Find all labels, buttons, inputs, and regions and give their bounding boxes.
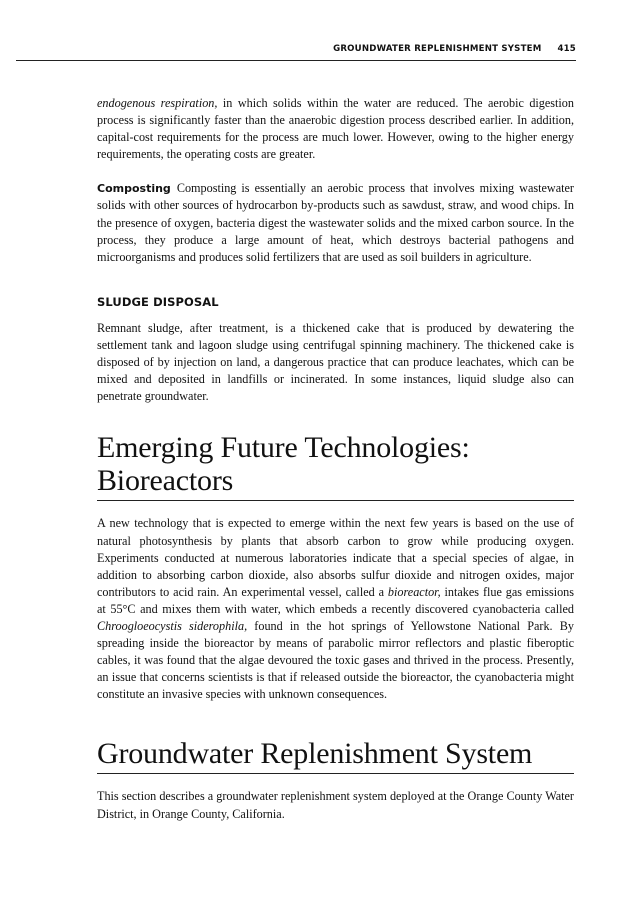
bioreactor-text-3: found in the hot springs of Yellowstone National Park. By spreading inside the bioreactor by means of parabolic mirror reflectors and plastic fiberoptic cables, it was found that the algae devoured the toxic gases and thrived in the process. Presently, an issue that concerns scientists is that if released outside the bioreactor, the cyanobacteria might constitute an invasive species with unknown consequences.: [97, 618, 574, 702]
composting-paragraph: [97, 180, 574, 265]
composting-text: Composting is essentially an aerobic process that involves mixing wastewater solids with other sources of hydrocarbon by-products such as sawdust, straw, and wood chips. In the presence of oxygen, bacteria digest the wastewater solids and the mixed carbon source. In the process, they produce a large amount of heat, which destroys bacterial pathogens and microorganisms and produces solid fertilizers that are used as soil builders in agriculture.: [97, 181, 574, 264]
sludge-disposal-heading: SLUDGE DISPOSAL: [97, 294, 219, 309]
sludge-disposal-paragraph: Remnant sludge, after treatment, is a thickened cake that is produced by dewatering the settlement tank and lagoon sludge using centrifugal spinning machinery. The thickened cake is disposed of by injection on land, a dangerous practice that can produce leachates, which can be mixed and deposited in landfills or incinerated. In some instances, liquid sludge also can penetrate groundwater.: [97, 320, 574, 404]
emerging-heading-line1: Emerging Future Technologies:: [97, 431, 470, 465]
page-number: 415: [557, 44, 576, 54]
species-name: Chroogloeocystis siderophila,: [97, 618, 248, 633]
term-endogenous-respiration: endogenous respiration,: [97, 96, 218, 110]
running-head-title: GROUNDWATER REPLENISHMENT SYSTEM: [333, 44, 542, 54]
page-body: [97, 95, 574, 823]
groundwater-system-heading: Groundwater Replenishment System: [97, 737, 574, 774]
composting-heading: Composting: [97, 182, 171, 196]
bioreactor-text-1: A new technology that is expected to emerge within the next few years is based on the use of natural photosynthesis by plants that absorb carbon to grow while producing oxygen. Experiments conducted at numerous laboratories indicate that a special species of algae, in addition to absorbing carbon dioxide, also absorbs sulfur dioxide and nitrogen oxides, major contributors to acid rain. An experimental vessel, called a: [97, 516, 574, 599]
term-bioreactor: bioreactor,: [387, 584, 441, 599]
aerobic-continuation-text: in which solids within the water are reduced. The aerobic digestion process is significantly faster than the anaerobic digestion process described earlier. In addition, capital-cost requirements for the process are much lower. However, owing to the higher energy requirements, the operating costs are greater.: [97, 96, 574, 162]
emerging-technologies-heading: [97, 431, 574, 501]
bioreactor-text-2: intakes flue gas emissions at 55°C and mixes them with water, which embeds a recently discovered cyanobacteria called: [97, 584, 575, 616]
bioreactor-paragraph: [97, 515, 574, 703]
aerobic-continuation-paragraph: [97, 95, 574, 163]
running-head: [16, 44, 576, 61]
emerging-heading-line2: Bioreactors: [97, 464, 234, 498]
groundwater-intro-paragraph: This section describes a groundwater replenishment system deployed at the Orange County Water District, in Orange County, California.: [97, 789, 574, 821]
